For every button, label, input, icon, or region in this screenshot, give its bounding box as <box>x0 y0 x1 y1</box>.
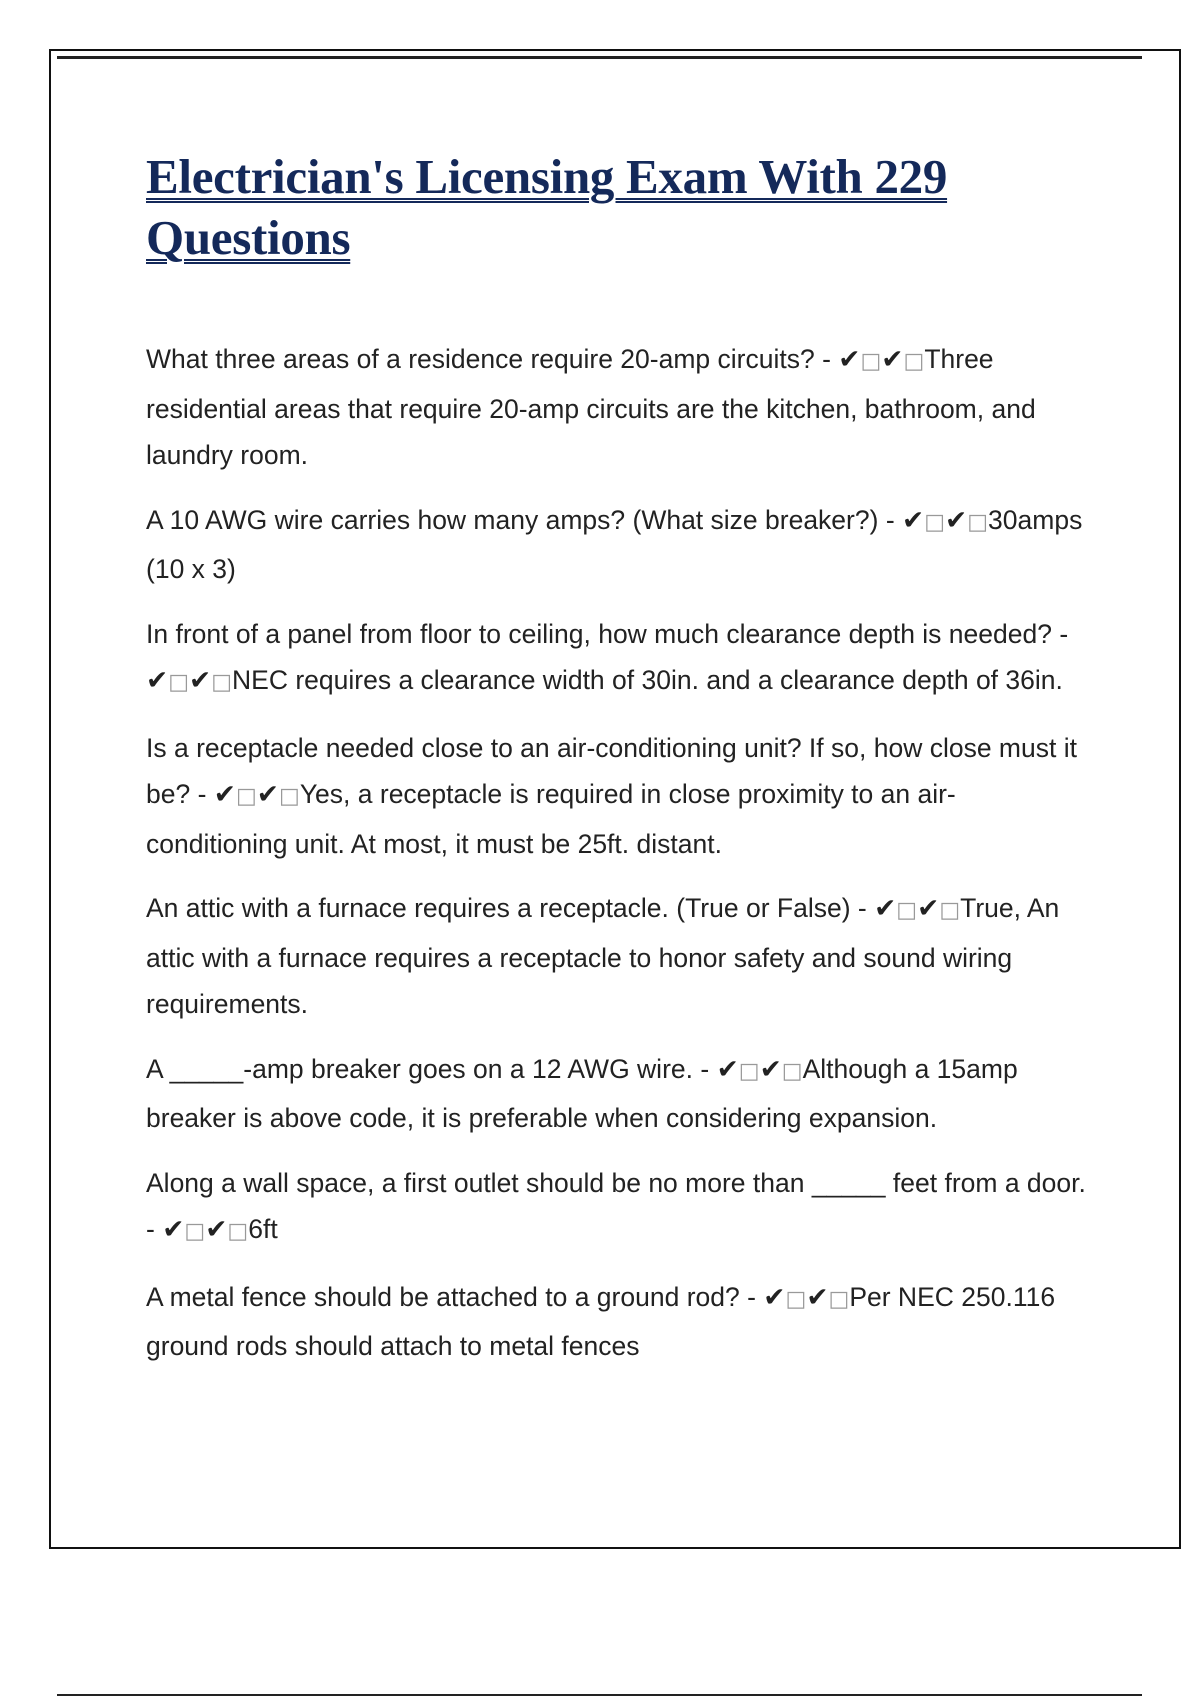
question-item <box>146 497 1096 593</box>
check-icon: ✔ <box>759 1053 782 1085</box>
separator: - <box>1051 618 1069 649</box>
document-title: Electrician's Licensing Exam With 229 Questions <box>146 149 948 265</box>
separator: - <box>146 1214 163 1244</box>
question-text: Is a receptacle needed close to an air-conditioning unit? If so, how close must it be? <box>146 732 1077 809</box>
question-item <box>146 1274 1096 1370</box>
check-icon: ✔ <box>256 779 280 810</box>
box-icon: □ <box>184 1219 206 1244</box>
question-item <box>146 336 1096 479</box>
box-icon: □ <box>828 1286 850 1312</box>
box-icon: □ <box>279 784 300 809</box>
box-icon: □ <box>896 898 918 923</box>
question-text: An attic with a furnace requires a receptacle. (True or False) <box>146 893 851 923</box>
question-text: A metal fence should be attached to a ground rod? <box>146 1281 740 1312</box>
box-icon: □ <box>967 509 989 535</box>
check-icon: ✔ <box>189 665 212 696</box>
answer-text: Yes, a receptacle is required in close proximity to an air-conditioning unit. At most, it must be 25ft. distant. <box>146 779 956 859</box>
box-icon: □ <box>227 1219 249 1244</box>
separator: - <box>190 779 214 809</box>
box-icon: □ <box>236 784 257 809</box>
box-icon: □ <box>168 670 190 695</box>
box-icon: □ <box>738 1058 760 1084</box>
question-text: What three areas of a residence require 20-amp circuits? <box>146 344 815 374</box>
box-icon: □ <box>860 349 882 374</box>
box-icon: □ <box>903 349 925 374</box>
box-icon: □ <box>211 670 233 695</box>
answer-text: 30amps (10 x 3) <box>146 504 1083 584</box>
question-item <box>146 1160 1096 1256</box>
separator: - <box>878 504 903 535</box>
box-icon: □ <box>781 1058 803 1084</box>
check-icon: ✔ <box>146 665 169 696</box>
check-icon: ✔ <box>874 893 897 924</box>
check-icon: ✔ <box>838 344 861 375</box>
question-list <box>146 336 1096 1388</box>
check-icon: ✔ <box>945 504 968 536</box>
answer-text: Three residential areas that require 20-amp circuits are the kitchen, bathroom, and laundry room. <box>146 344 1036 470</box>
answer-text: True, An attic with a furnace requires a receptacle to honor safety and sound wiring requirements. <box>146 893 1060 1019</box>
question-text: A 10 AWG wire carries how many amps? (What size breaker?) <box>146 504 879 535</box>
separator: - <box>739 1281 764 1312</box>
answer-text: Although a 15amp breaker is above code, it is preferable when considering expansion. <box>146 1053 1018 1133</box>
question-text: In front of a panel from floor to ceiling, how much clearance depth is needed? <box>146 618 1052 649</box>
check-icon: ✔ <box>763 1281 786 1313</box>
check-icon: ✔ <box>716 1053 739 1085</box>
top-rule <box>57 56 1142 59</box>
box-icon: □ <box>939 898 961 923</box>
question-text: A _____-amp breaker goes on a 12 AWG wire. <box>146 1053 693 1084</box>
box-icon: □ <box>785 1286 807 1312</box>
separator: - <box>693 1053 717 1084</box>
check-icon: ✔ <box>213 779 236 810</box>
check-icon: ✔ <box>205 1214 228 1245</box>
question-item <box>146 611 1096 707</box>
question-text: Along a wall space, a first outlet should be no more than _____ feet from a door. <box>146 1167 1086 1198</box>
bottom-rule <box>57 1694 1142 1696</box>
separator: - <box>814 344 839 374</box>
question-item <box>146 1046 1096 1142</box>
separator: - <box>850 893 875 923</box>
check-icon: ✔ <box>917 893 940 924</box>
question-item <box>146 725 1096 868</box>
answer-text: 6ft <box>248 1214 278 1244</box>
answer-text: NEC requires a clearance width of 30in. and a clearance depth of 36in. <box>232 665 1063 695</box>
check-icon: ✔ <box>806 1281 829 1313</box>
question-item <box>146 885 1096 1028</box>
box-icon: □ <box>924 509 946 535</box>
check-icon: ✔ <box>902 504 925 536</box>
check-icon: ✔ <box>881 344 904 375</box>
check-icon: ✔ <box>162 1214 185 1245</box>
answer-text: Per NEC 250.116 ground rods should attach to metal fences <box>146 1281 1056 1361</box>
